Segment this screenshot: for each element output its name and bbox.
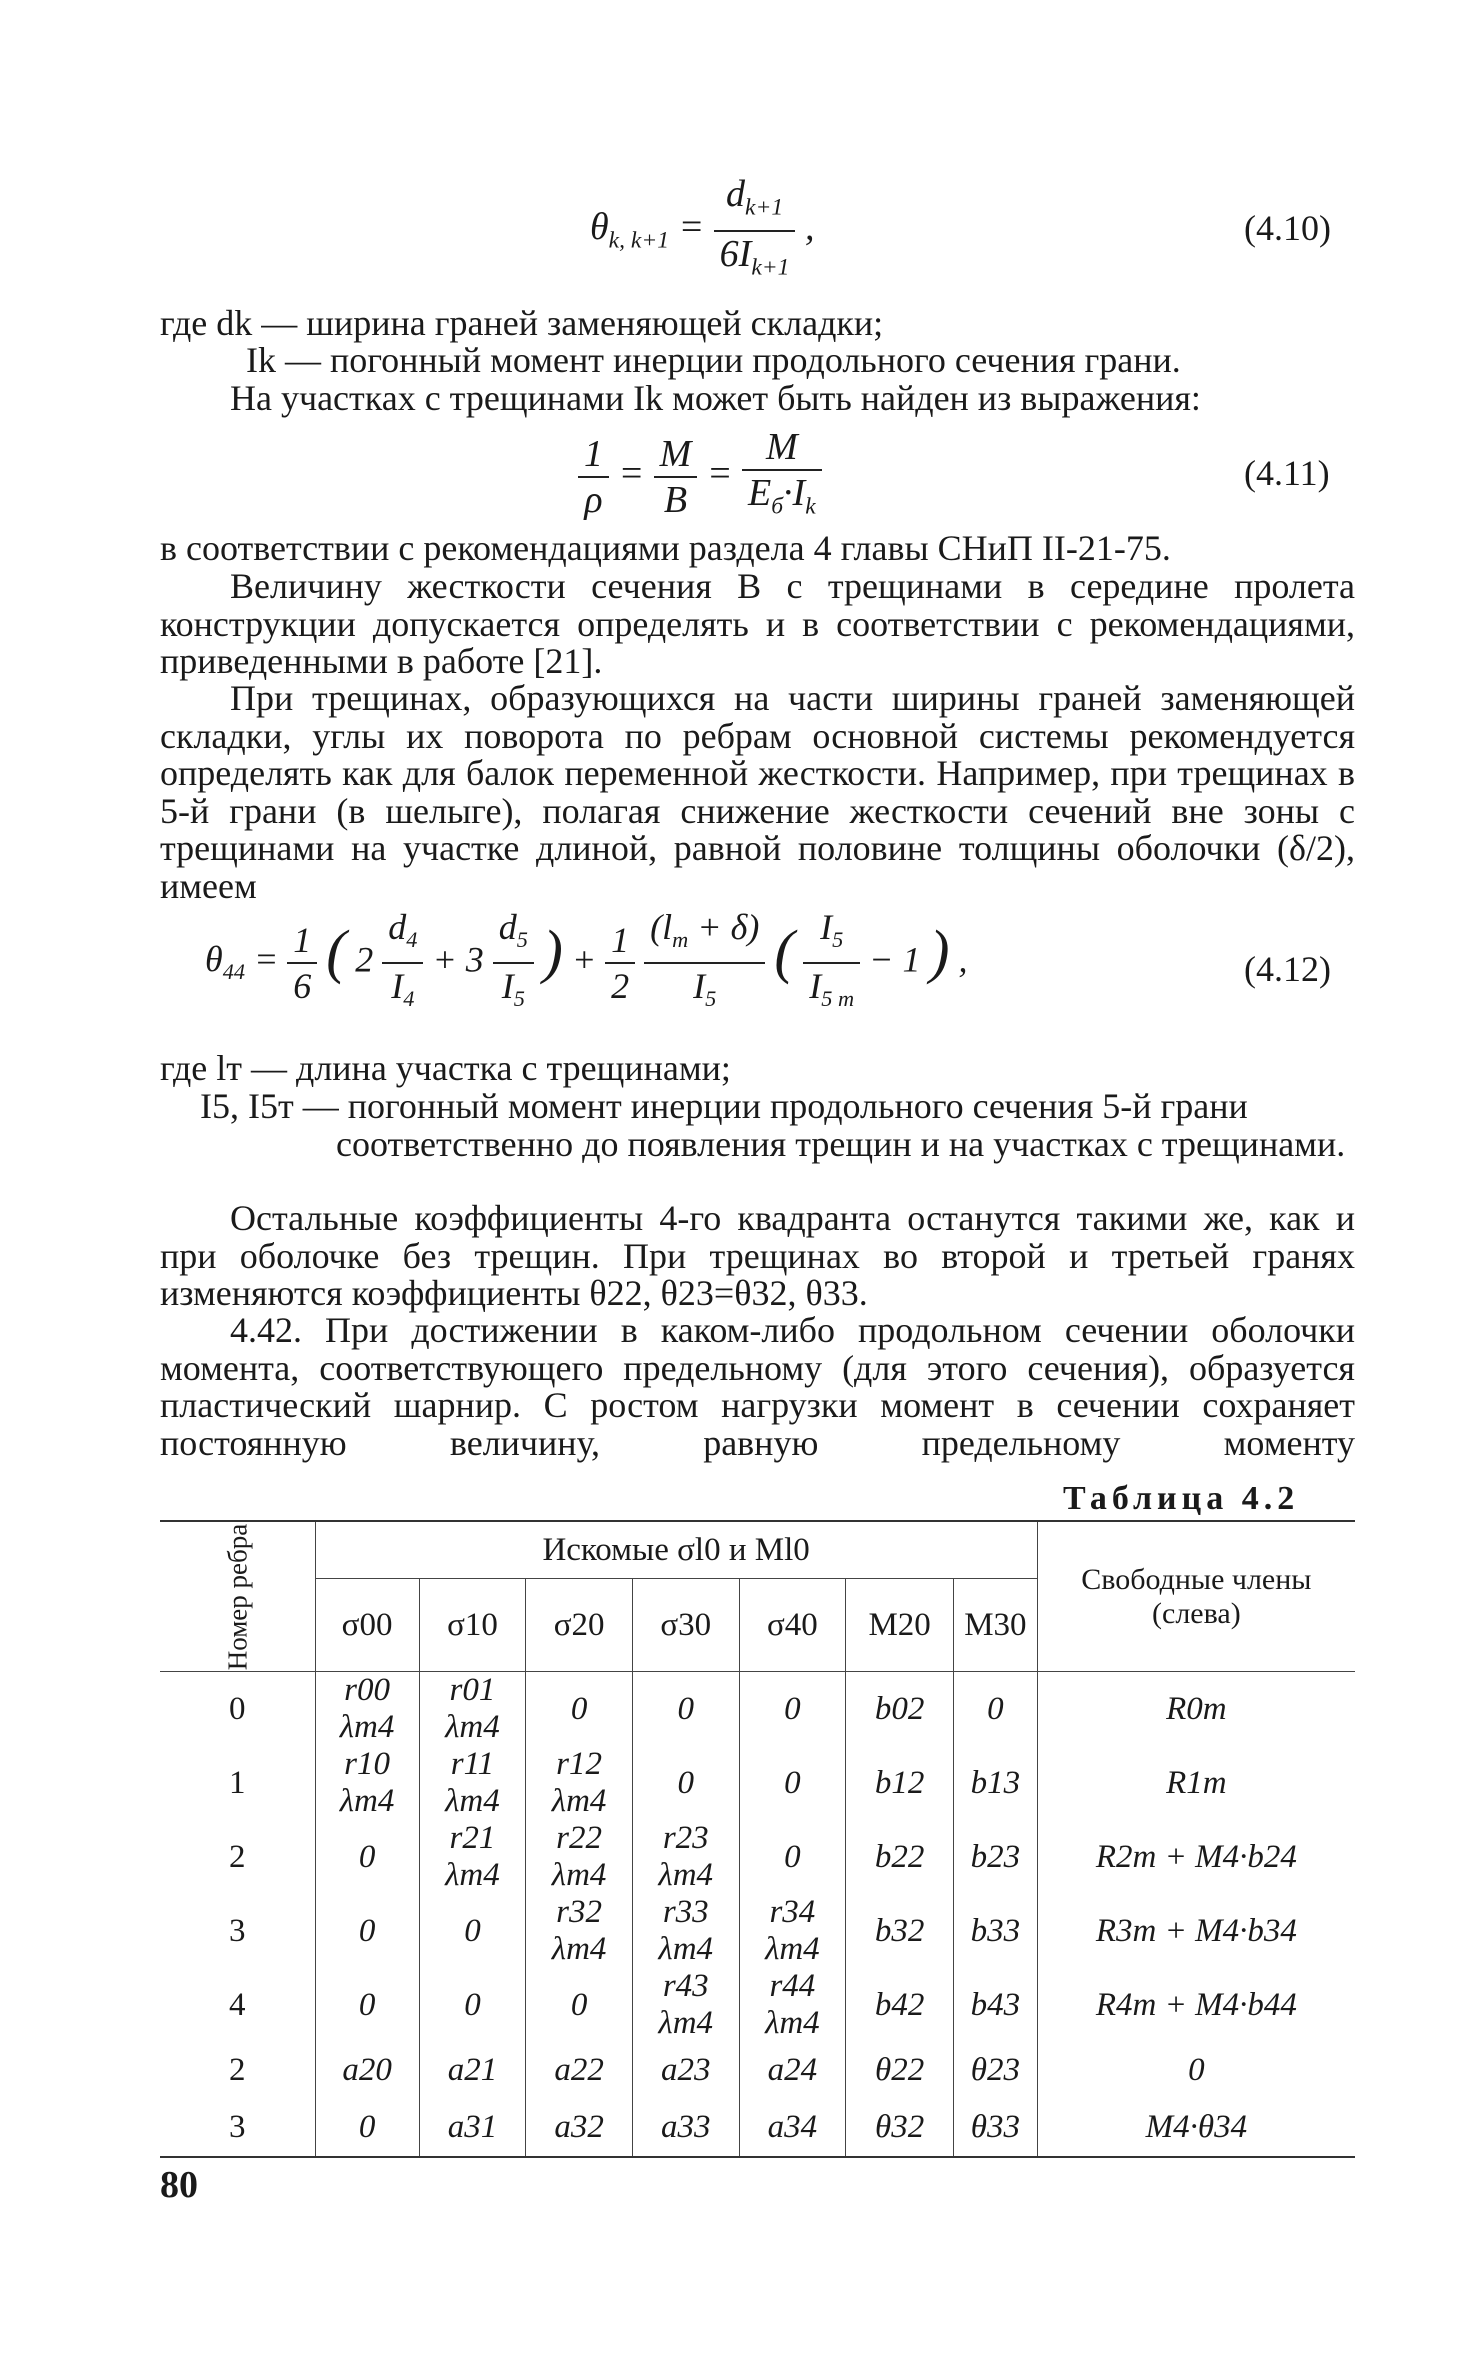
table-cell: a21 [419, 2042, 526, 2099]
table-cell: b22 [846, 1820, 954, 1894]
free-term: 0 [1037, 2042, 1355, 2099]
table-cell: r32 λm4 [526, 1894, 633, 1968]
free-term: R3m + M4·b34 [1037, 1894, 1355, 1968]
equation-number-4-12: (4.12) [1244, 949, 1331, 989]
column-header: M20 [846, 1579, 954, 1672]
rib-number: 2 [229, 1838, 246, 1875]
table-cell: a33 [632, 2099, 739, 2157]
table-cell: a32 [526, 2099, 633, 2157]
paragraph-cracks-ik: На участках с трещинами Ik может быть найден из выражения: [230, 378, 1201, 418]
table-cell: b43 [954, 1968, 1038, 2042]
table-cell: r34 λm4 [739, 1894, 846, 1968]
table-row [160, 1746, 1355, 1820]
equation-4-11: $\frac{1}{\rho}$ = $\frac{M}{B}$ = $\frac{M}{E_б\cdot I_k}$ [578, 425, 822, 529]
table-cell: b32 [846, 1894, 954, 1968]
where-dk: где dk — ширина граней заменяющей складки; [160, 303, 884, 343]
table-cell: r21 λm4 [419, 1820, 526, 1894]
table-cell: 0 [315, 2099, 419, 2157]
table-cell: 0 [954, 1672, 1038, 1747]
free-term: M4·θ34 [1037, 2099, 1355, 2157]
table-cell: r22 λm4 [526, 1820, 633, 1894]
table-row [160, 1672, 1355, 1747]
table-cell: r23 λm4 [632, 1820, 739, 1894]
table-cell: b02 [846, 1672, 954, 1747]
paragraph-remaining-coeffs: Остальные коэффициенты 4-го квадранта останутся такими же, как и при оболочке без трещин. При трещинах во второй и третьей гранях изменяются коэффициенты θ22, θ23=θ32, θ33. [160, 1198, 1355, 1313]
table-cell: 0 [315, 1894, 419, 1968]
table-cell: 0 [739, 1820, 846, 1894]
table-cell: r44 λm4 [739, 1968, 846, 2042]
rib-number: 3 [229, 1912, 246, 1949]
header-rib: Номер ребра [222, 1523, 253, 1671]
free-term: R2m + M4·b24 [1037, 1820, 1355, 1894]
rib-number: 3 [229, 2109, 246, 2145]
table-cell: 0 [315, 1968, 419, 2042]
column-header: σ30 [632, 1579, 739, 1672]
table-cell: 0 [315, 1820, 419, 1894]
table-cell: θ33 [954, 2099, 1038, 2157]
column-header: σ20 [526, 1579, 633, 1672]
where-lt: где lт — длина участка с трещинами; [160, 1048, 731, 1088]
table-cell: 0 [739, 1672, 846, 1747]
table-cell: 0 [419, 1894, 526, 1968]
paragraph-4-42: 4.42. При достижении в каком-либо продольном сечении оболочки момента, соответствующего предельному (для этого сечения), образуется пластический шарнир. С ростом нагрузки момент в сечении сохраняет постоянную величину, равную предельному моменту [160, 1310, 1355, 1463]
table-cell: 0 [526, 1968, 633, 2042]
free-term: R0m [1037, 1672, 1355, 1747]
table-cell: a20 [315, 2042, 419, 2099]
table-cell: θ22 [846, 2042, 954, 2099]
table-row [160, 1820, 1355, 1894]
table-cell: b13 [954, 1746, 1038, 1820]
header-unknowns: Искомые σl0 и Ml0 [315, 1521, 1037, 1579]
column-header: σ40 [739, 1579, 846, 1672]
paragraph-snip: в соответствии с рекомендациями раздела 4 главы СНиП II-21-75. [160, 528, 1171, 568]
table-cell: a34 [739, 2099, 846, 2157]
header-free-terms: Свободные члены (слева) [1037, 1521, 1355, 1672]
rib-number: 0 [229, 1690, 246, 1727]
table-cell: r00 λm4 [315, 1672, 419, 1747]
table-row [160, 2042, 1355, 2099]
table-cell: 0 [419, 1968, 526, 2042]
table-cell: b42 [846, 1968, 954, 2042]
table-cell: b12 [846, 1746, 954, 1820]
table-cell: θ32 [846, 2099, 954, 2157]
table-cell: 0 [526, 1672, 633, 1747]
rib-number: 1 [229, 1764, 246, 1801]
table-cell: 0 [632, 1672, 739, 1747]
rib-number: 4 [229, 1986, 246, 2023]
table-cell: b33 [954, 1894, 1038, 1968]
table-cell: r01 λm4 [419, 1672, 526, 1747]
paragraph-stiffness: Величину жесткости сечения B с трещинами в середине пролета конструкции допускается определять и в соответствии с рекомендациями, приведенными в работе [21]. [160, 566, 1355, 681]
equation-4-10: $\theta_{k, k+1}$ = $\frac{d_{k+1}}{6I_{k+1}}$ , [590, 173, 815, 281]
table-cell: 0 [739, 1746, 846, 1820]
table-cell: 0 [632, 1746, 739, 1820]
equation-4-12: $\theta_{44}$ = $\frac{1}{6}$ ( 2 $\frac{d_4}{I_4}$ + 3 $\frac{d_5}{I_5}$ ) + $\frac{1}{2}$ $\frac{(l_т + \delta)}{I_5}$ ( $\frac{I_5}{I_{5 т}}$ − 1 ) , [205, 907, 968, 1012]
table-cell: r10 λm4 [315, 1746, 419, 1820]
free-term: R4m + M4·b44 [1037, 1968, 1355, 2042]
table-cell: a22 [526, 2042, 633, 2099]
table-cell: r12 λm4 [526, 1746, 633, 1820]
table-cell: r33 λm4 [632, 1894, 739, 1968]
page-number: 80 [160, 2164, 198, 2206]
column-header: M30 [954, 1579, 1038, 1672]
paragraph-partial-cracks: При трещинах, образующихся на части ширины граней заменяющей складки, углы их поворота по ребрам основной системы рекомендуется определять как для балок переменной жесткости. Например, при трещинах в 5-й грани (в шелыге), полагая снижение жесткости сечений вне зоны с трещинами на участке длиной, равной половине толщины оболочки (δ/2), имеем [160, 678, 1355, 906]
table-cell: b23 [954, 1820, 1038, 1894]
equation-number-4-11: (4.11) [1244, 453, 1330, 493]
equation-number-4-10: (4.10) [1244, 208, 1331, 248]
table-row [160, 2099, 1355, 2157]
free-term: R1m [1037, 1746, 1355, 1820]
table-cell: a23 [632, 2042, 739, 2099]
column-header: σ10 [419, 1579, 526, 1672]
header-rib-cell [160, 1521, 315, 1672]
rib-number: 2 [229, 2052, 246, 2088]
where-i5: I5, I5т — погонный момент инерции продольного сечения 5-й грани соответственно до появления трещин и на участках с трещинами. [200, 1086, 1346, 1164]
table-cell: a24 [739, 2042, 846, 2099]
table-cell: r43 λm4 [632, 1968, 739, 2042]
table-cell: r11 λm4 [419, 1746, 526, 1820]
table-caption: Таблица 4.2 [1063, 1480, 1300, 1517]
table-cell: θ23 [954, 2042, 1038, 2099]
table-cell: a31 [419, 2099, 526, 2157]
where-ik: Ik — погонный момент инерции продольного сечения грани. [246, 340, 1181, 380]
table-row [160, 1968, 1355, 2042]
table-row [160, 1894, 1355, 1968]
table-4-2 [160, 1520, 1355, 2158]
column-header: σ00 [315, 1579, 419, 1672]
